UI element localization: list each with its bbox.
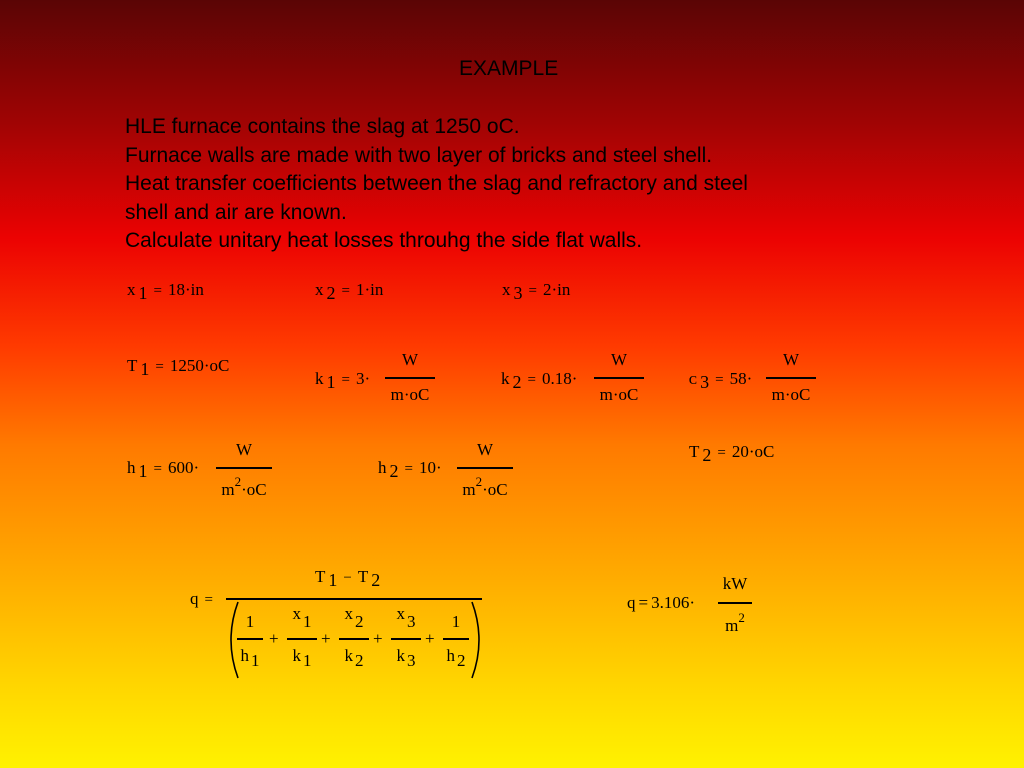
term-1-over-h2: 1 h 2 xyxy=(443,612,469,674)
fraction-bar xyxy=(385,377,435,379)
h1-unit-fraction: W $m^2\cdot oC$ xyxy=(216,440,272,502)
given-x2: x 2 = 1·in xyxy=(315,280,384,303)
problem-line: shell and air are known. xyxy=(125,200,347,224)
given-x1: x 1 = 18·in xyxy=(127,280,204,303)
example-heading: EXAMPLE xyxy=(459,57,559,80)
given-T2: T 2 = 20·oC xyxy=(689,442,775,465)
formula-numerator: T 1 − T 2 xyxy=(315,567,381,590)
fraction-bar xyxy=(443,638,469,640)
plus-sign: + xyxy=(425,629,435,648)
k3-unit-fraction: W m·oC xyxy=(766,350,816,406)
result-expression: q = 3.106· xyxy=(627,593,696,612)
problem-statement xyxy=(125,113,905,256)
given-h2: h 2 = 10· xyxy=(378,458,442,481)
problem-line: HLE furnace contains the slag at 1250 oC. xyxy=(125,115,520,138)
main-fraction-bar xyxy=(226,598,482,600)
problem-line: Calculate unitary heat losses throuhg the side flat walls. xyxy=(125,229,643,252)
given-k1: k 1 = 3· xyxy=(315,369,371,392)
h2-unit-fraction: W $m^2\cdot oC$ xyxy=(457,440,513,502)
given-k3: ᴄ 3 = 58· xyxy=(689,369,753,392)
term-x1-over-k1: x 1 k 1 xyxy=(287,604,317,674)
k1-unit-fraction: W m·oC xyxy=(385,350,435,406)
given-h1: h 1 = 600· xyxy=(127,458,200,481)
k2-unit-fraction: W m·oC xyxy=(594,350,644,406)
given-T1: T 1 = 1250·oC xyxy=(127,356,230,379)
term-1-over-h1: 1 h 1 xyxy=(237,612,263,674)
term-x3-over-k3: x 3 k 3 xyxy=(391,604,421,674)
fraction-bar xyxy=(287,638,317,640)
fraction-bar xyxy=(766,377,816,379)
plus-sign: + xyxy=(269,629,279,648)
result-unit-fraction: kW $m^2$ xyxy=(718,574,752,638)
fraction-bar xyxy=(594,377,644,379)
given-k2: k 2 = 0.18· xyxy=(501,369,578,392)
plus-sign: + xyxy=(373,629,383,648)
fraction-bar xyxy=(391,638,421,640)
fraction-bar xyxy=(457,467,513,469)
problem-line: Heat transfer coefficients between the slag and refractory and steel xyxy=(125,172,748,195)
fraction-bar xyxy=(718,602,752,604)
fraction-bar xyxy=(339,638,369,640)
plus-sign: + xyxy=(321,629,331,648)
problem-line: Furnace walls are made with two layer of bricks and steel shell. xyxy=(125,143,713,167)
fraction-bar xyxy=(237,638,263,640)
formula-lhs: q = xyxy=(190,589,213,608)
right-paren xyxy=(468,600,488,680)
given-x3: x 3 = 2·in xyxy=(502,280,571,303)
term-x2-over-k2: x 2 k 2 xyxy=(339,604,369,674)
fraction-bar xyxy=(216,467,272,469)
